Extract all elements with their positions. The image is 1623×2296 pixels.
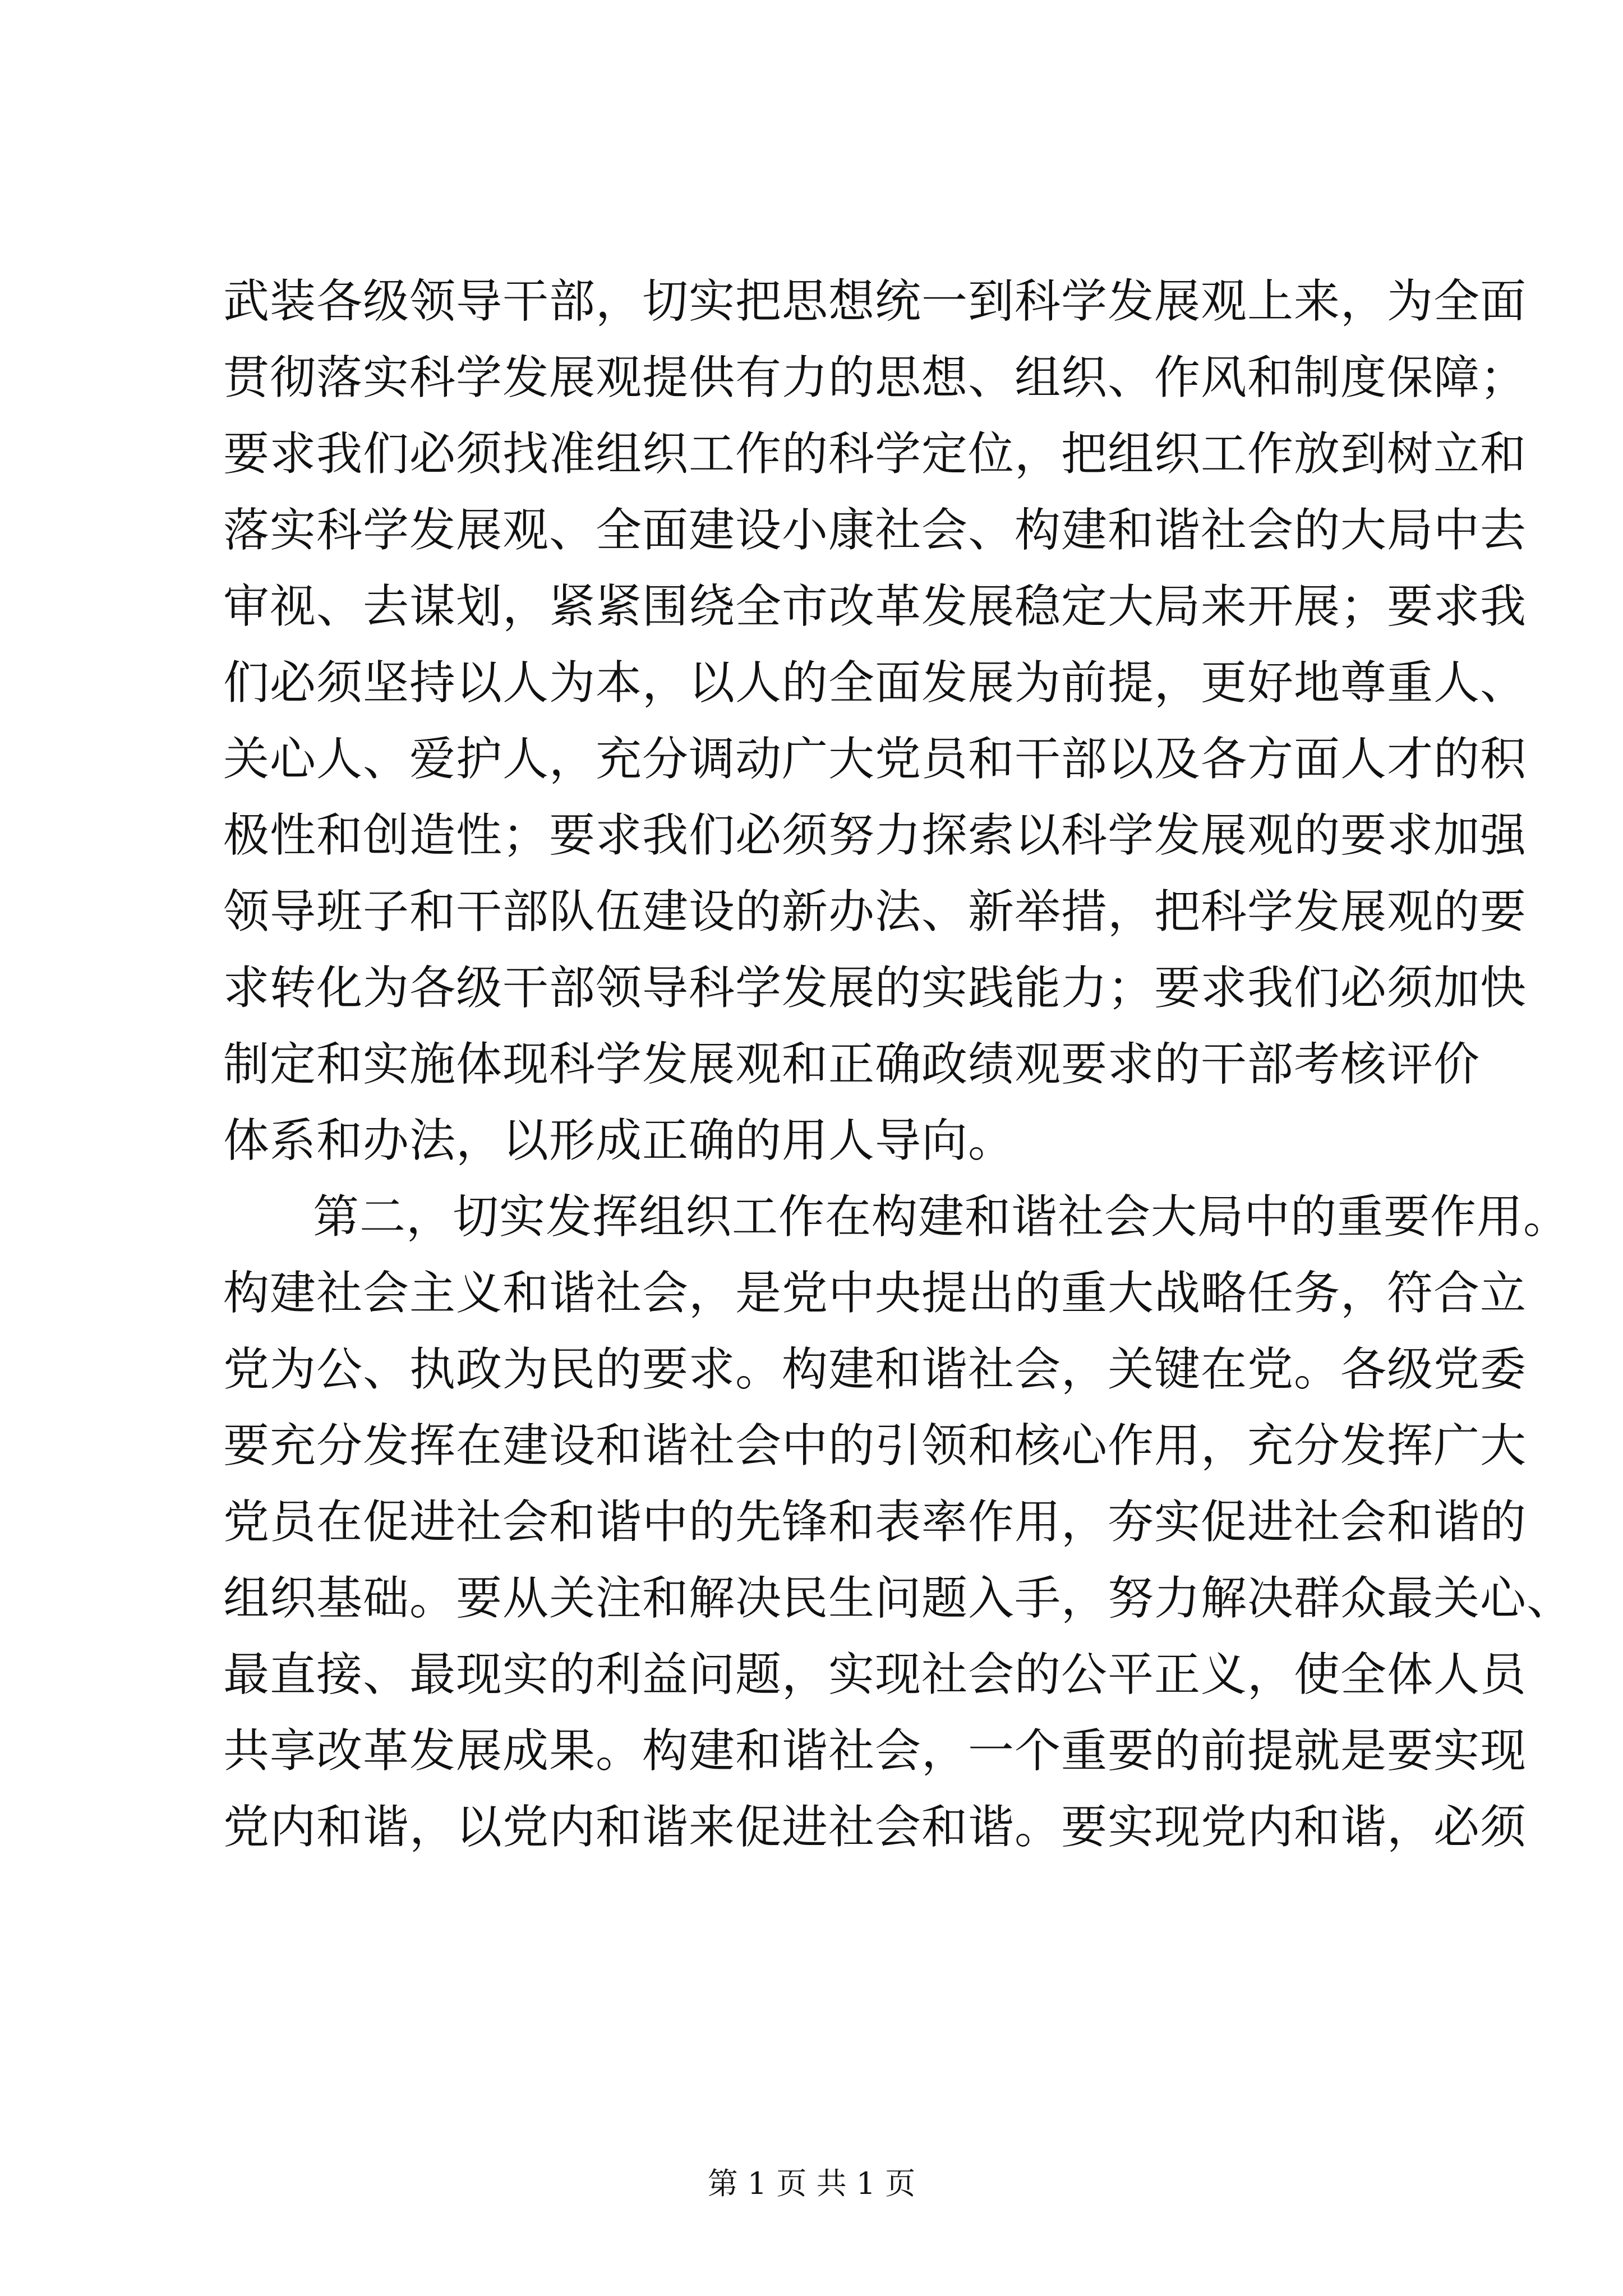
text-line: 体系和办法，以形成正确的用人导向。 [223, 1114, 1015, 1167]
page-footer: 第 1 页 共 1 页 [707, 2166, 916, 2201]
text-line: 制定和实施体现科学发展观和正确政绩观要求的干部考核评价 [223, 1038, 1481, 1091]
text-line: 领导班子和干部队伍建设的新办法、新举措，把科学发展观的要 [223, 885, 1527, 938]
text-line: 党为公、执政为民的要求。构建和谐社会，关键在党。各级党委 [223, 1343, 1527, 1396]
text-line: 求转化为各级干部领导科学发展的实践能力；要求我们必须加快 [223, 961, 1527, 1015]
body-text [223, 264, 1574, 1866]
text-line: 们必须坚持以人为本，以人的全面发展为前提，更好地尊重人、 [223, 656, 1527, 710]
text-line: 要充分发挥在建设和谐社会中的引领和核心作用，充分发挥广大 [223, 1419, 1527, 1473]
text-line: 关心人、爱护人，充分调动广大党员和干部以及各方面人才的积 [223, 733, 1527, 786]
text-line: 党员在促进社会和谐中的先锋和表率作用，夯实促进社会和谐的 [223, 1496, 1527, 1549]
text-line: 武装各级领导干部，切实把思想统一到科学发展观上来，为全面 [223, 275, 1527, 328]
text-line: 党内和谐，以党内和谐来促进社会和谐。要实现党内和谐，必须 [223, 1801, 1527, 1854]
text-line: 贯彻落实科学发展观提供有力的思想、组织、作风和制度保障； [223, 351, 1527, 404]
text-line: 极性和创造性；要求我们必须努力探索以科学发展观的要求加强 [223, 809, 1527, 862]
paragraph-start-line: 第二，切实发挥组织工作在构建和谐社会大局中的重要作用。 [313, 1190, 1570, 1244]
text-line: 要求我们必须找准组织工作的科学定位，把组织工作放到树立和 [223, 427, 1527, 481]
text-line: 最直接、最现实的利益问题，实现社会的公平正义，使全体人员 [223, 1648, 1527, 1701]
text-line: 审视、去谋划，紧紧围绕全市改革发展稳定大局来开展；要求我 [223, 580, 1527, 633]
text-line: 落实科学发展观、全面建设小康社会、构建和谐社会的大局中去 [223, 504, 1527, 557]
text-line: 组织基础。要从关注和解决民生问题入手，努力解决群众最关心、 [223, 1572, 1574, 1625]
text-line: 共享改革发展成果。构建和谐社会，一个重要的前提就是要实现 [223, 1724, 1527, 1778]
text-line: 构建社会主义和谐社会，是党中央提出的重大战略任务，符合立 [223, 1267, 1527, 1320]
